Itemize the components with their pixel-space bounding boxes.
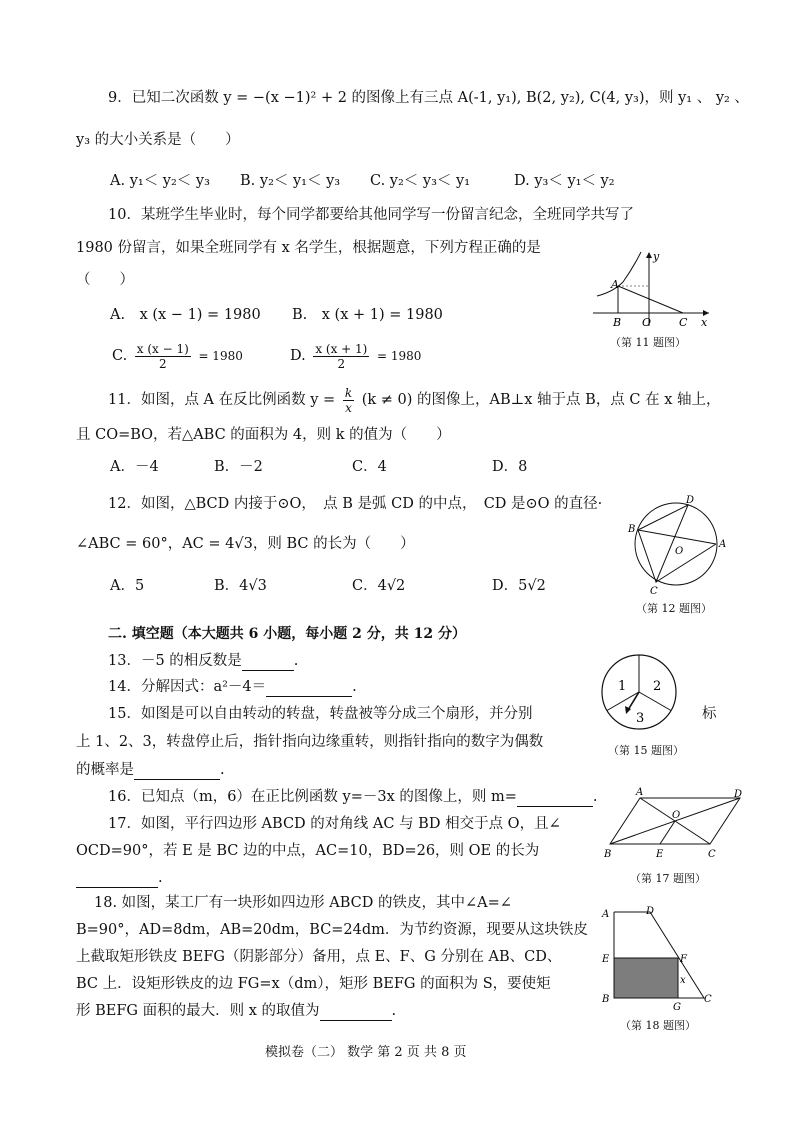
q12-figure — [620, 494, 730, 598]
q11-option-d: D．8 — [492, 459, 528, 475]
q18-fig-label-c: C — [704, 994, 712, 1005]
q9-option-b: B. y₂＜ y₁＜ y₃ — [240, 173, 341, 189]
q18-fig-label-f: F — [680, 954, 687, 965]
q11-stem-cont: 且 CO=BO，若△ABC 的面积为 4，则 k 的值为（ ） — [76, 427, 451, 443]
q11-option-b: B．－2 — [214, 459, 263, 475]
q18-text: 形 BEFG 面积的最大．则 x 的取值为 — [76, 1003, 320, 1019]
q11-option-a: A．－4 — [110, 459, 159, 475]
q12-fig-label-d: D — [686, 495, 695, 506]
page-footer: 模拟卷（二） 数学 第 2 页 共 8 页 — [265, 1045, 467, 1060]
q17-stem-cont: OCD=90°，若 E 是 BC 边的中点，AC=10，BD=26，则 OE 的长为 — [76, 843, 540, 859]
q17-answer-blank[interactable] — [76, 871, 158, 888]
q15-period: . — [220, 762, 225, 778]
q13 — [108, 651, 298, 671]
q15-sector-1: 1 — [618, 679, 627, 694]
q17-figure — [600, 786, 750, 862]
q10-option-d-label: D. — [290, 348, 306, 364]
q18-caption: （第 18 题图） — [620, 1019, 696, 1032]
q11-fig-label-o: O — [642, 316, 652, 328]
q18-stem-4: BC 上．设矩形铁皮的边 FG=x（dm），矩形 BEFG 的面积为 S，要使矩 — [76, 976, 551, 992]
q18-stem: 18. 如图，某工厂有一块形如四边形 ABCD 的铁皮，其中∠A=∠ — [94, 895, 512, 911]
q12-option-d: D．5√2 — [492, 578, 546, 594]
q17-fig-label-a: A — [636, 787, 644, 798]
q15-text: 的概率是 — [76, 762, 134, 778]
q12-fig-label-c: C — [650, 586, 658, 597]
q15-stem-tail: 标 — [702, 706, 717, 722]
q15-answer-blank[interactable] — [134, 763, 220, 780]
q12-option-a: A．5 — [110, 578, 145, 594]
q17-fig-label-c: C — [708, 849, 716, 860]
q12-option-b: B．4√3 — [214, 578, 267, 594]
q18-fig-label-x: x — [680, 975, 686, 986]
q14-text: 14．分解因式：a²－4＝ — [108, 679, 267, 695]
q15-stem-end — [76, 760, 225, 780]
q16 — [108, 787, 598, 807]
q10-option-d — [290, 338, 421, 374]
q10-option-d-fraction: $\frac{x (x + 1)}{2}$ — [315, 341, 368, 371]
q18-shaded-rectangle — [614, 958, 678, 998]
q11-fig-label-x: x — [701, 316, 708, 328]
q18-stem-2: B=90°，AD=8dm，AB=20dm，BC=24dm．为节约资源，现要从这块铁皮 — [76, 922, 588, 938]
q17-caption: （第 17 题图） — [630, 872, 706, 885]
q11-fig-label-b: B — [613, 316, 622, 328]
q17-fig-label-d: D — [734, 789, 743, 800]
q11-fraction: $\frac{k}{x}$ — [344, 385, 353, 415]
q10-option-a: A. x (x − 1) = 1980 — [110, 307, 261, 323]
q18-figure — [596, 902, 720, 1012]
q10-option-c-fraction: $\frac{x (x - 1)}{2}$ — [136, 341, 189, 371]
q17-fig-label-e: E — [656, 849, 664, 860]
q14 — [108, 677, 357, 697]
q9-option-d: D. y₃＜ y₁＜ y₂ — [514, 173, 615, 189]
q15-stem: 15．如图是可以自由转动的转盘，转盘被等分成三个扇形，并分别 — [108, 706, 533, 722]
q12-caption: （第 12 题图） — [636, 602, 712, 615]
q9-stem: 9．已知二次函数 y = −(x −1)² + 2 的图像上有三点 A(-1, y₁), B(2, y₂), C(4, y₃)，则 y₁ 、 y₂ 、 — [108, 90, 749, 106]
q12-fig-label-a: A — [719, 539, 727, 550]
q16-period: . — [592, 789, 598, 805]
q11-stem-a: 11．如图，点 A 在反比例函数 y = — [108, 392, 336, 408]
q18-answer-blank[interactable] — [320, 1004, 392, 1021]
q16-answer-blank[interactable] — [517, 790, 593, 807]
q11-option-c: C．4 — [352, 459, 387, 475]
q10-paren: （ ） — [76, 272, 134, 288]
q17-stem: 17．如图，平行四边形 ABCD 的对角线 AC 与 BD 相交于点 O，且∠ — [108, 816, 561, 832]
q11-caption: （第 11 题图） — [610, 336, 686, 349]
q14-period: . — [352, 679, 357, 695]
q11-fig-label-c: C — [679, 316, 688, 328]
q15-sector-2: 2 — [653, 679, 662, 694]
q17-fig-label-b: B — [604, 849, 612, 860]
q15-stem-cont: 上 1、2、3，转盘停止后，指针指向边缘重转，则指针指向的数字为偶数 — [76, 734, 544, 750]
q10-option-d-rhs: = 1980 — [376, 349, 422, 363]
q18-fig-label-b: B — [602, 994, 610, 1005]
q18-period: . — [391, 1003, 397, 1019]
q10-stem: 10．某班学生毕业时，每个同学都要给其他同学写一份留言纪念，全班同学共写了 — [108, 207, 634, 223]
q18-stem-3: 上截取矩形铁皮 BEFG（阴影部分）备用，点 E、F、G 分别在 AB、CD、 — [76, 949, 562, 965]
q9-option-a: A. y₁＜ y₂＜ y₃ — [110, 173, 210, 189]
section-2-title: 二. 填空题（本大题共 6 小题，每小题 2 分，共 12 分） — [108, 626, 466, 642]
q13-answer-blank[interactable] — [242, 654, 294, 671]
q9-option-c: C. y₂＜ y₃＜ y₁ — [370, 173, 471, 189]
q14-answer-blank[interactable] — [266, 680, 352, 697]
q17-fig-label-o: O — [672, 810, 681, 821]
q10-option-c — [112, 338, 243, 374]
q18-fig-label-g: G — [673, 1002, 681, 1012]
q12-stem: 12．如图，△BCD 内接于⊙O， 点 B 是弧 CD 的中点， CD 是⊙O 的直径· — [108, 496, 603, 512]
q13-text: 13．－5 的相反数是 — [108, 653, 242, 669]
q15-caption: （第 15 题图） — [608, 744, 684, 757]
q11-figure — [585, 248, 715, 328]
q18-fig-label-a: A — [602, 909, 610, 920]
q13-period: . — [293, 653, 299, 669]
q10-stem-cont: 1980 份留言，如果全班同学有 x 名学生，根据题意，下列方程正确的是 — [76, 240, 541, 256]
q10-option-c-label: C. — [112, 348, 128, 364]
q11-fig-label-a: A — [611, 278, 619, 291]
q11-stem-b: (k ≠ 0) 的图像上，AB⊥x 轴于点 B，点 C 在 x 轴上， — [361, 392, 721, 408]
q11-fig-label-y: y — [653, 250, 660, 263]
q18-stem-5 — [76, 1001, 396, 1021]
q12-option-c: C．4√2 — [352, 578, 406, 594]
q12-fig-label-o: O — [675, 546, 684, 557]
q12-stem-cont: ∠ABC = 60°，AC = 4√3，则 BC 的长为（ ） — [76, 536, 415, 552]
q17-stem-end — [76, 868, 163, 888]
q15-spinner-figure — [598, 652, 680, 738]
q10-option-c-rhs: = 1980 — [198, 349, 243, 363]
q10-option-b: B. x (x + 1) = 1980 — [292, 307, 443, 323]
q16-text: 16．已知点（m，6）在正比例函数 y=－3x 的图像上，则 m= — [108, 789, 517, 805]
q12-fig-label-b: B — [628, 524, 636, 535]
q18-fig-label-e: E — [602, 954, 610, 965]
q15-sector-3: 3 — [636, 711, 645, 726]
q9-stem-cont: y₃ 的大小关系是（ ） — [76, 132, 240, 148]
q17-period: . — [158, 870, 163, 886]
q18-fig-label-d: D — [646, 906, 655, 917]
q11-stem — [108, 382, 721, 418]
